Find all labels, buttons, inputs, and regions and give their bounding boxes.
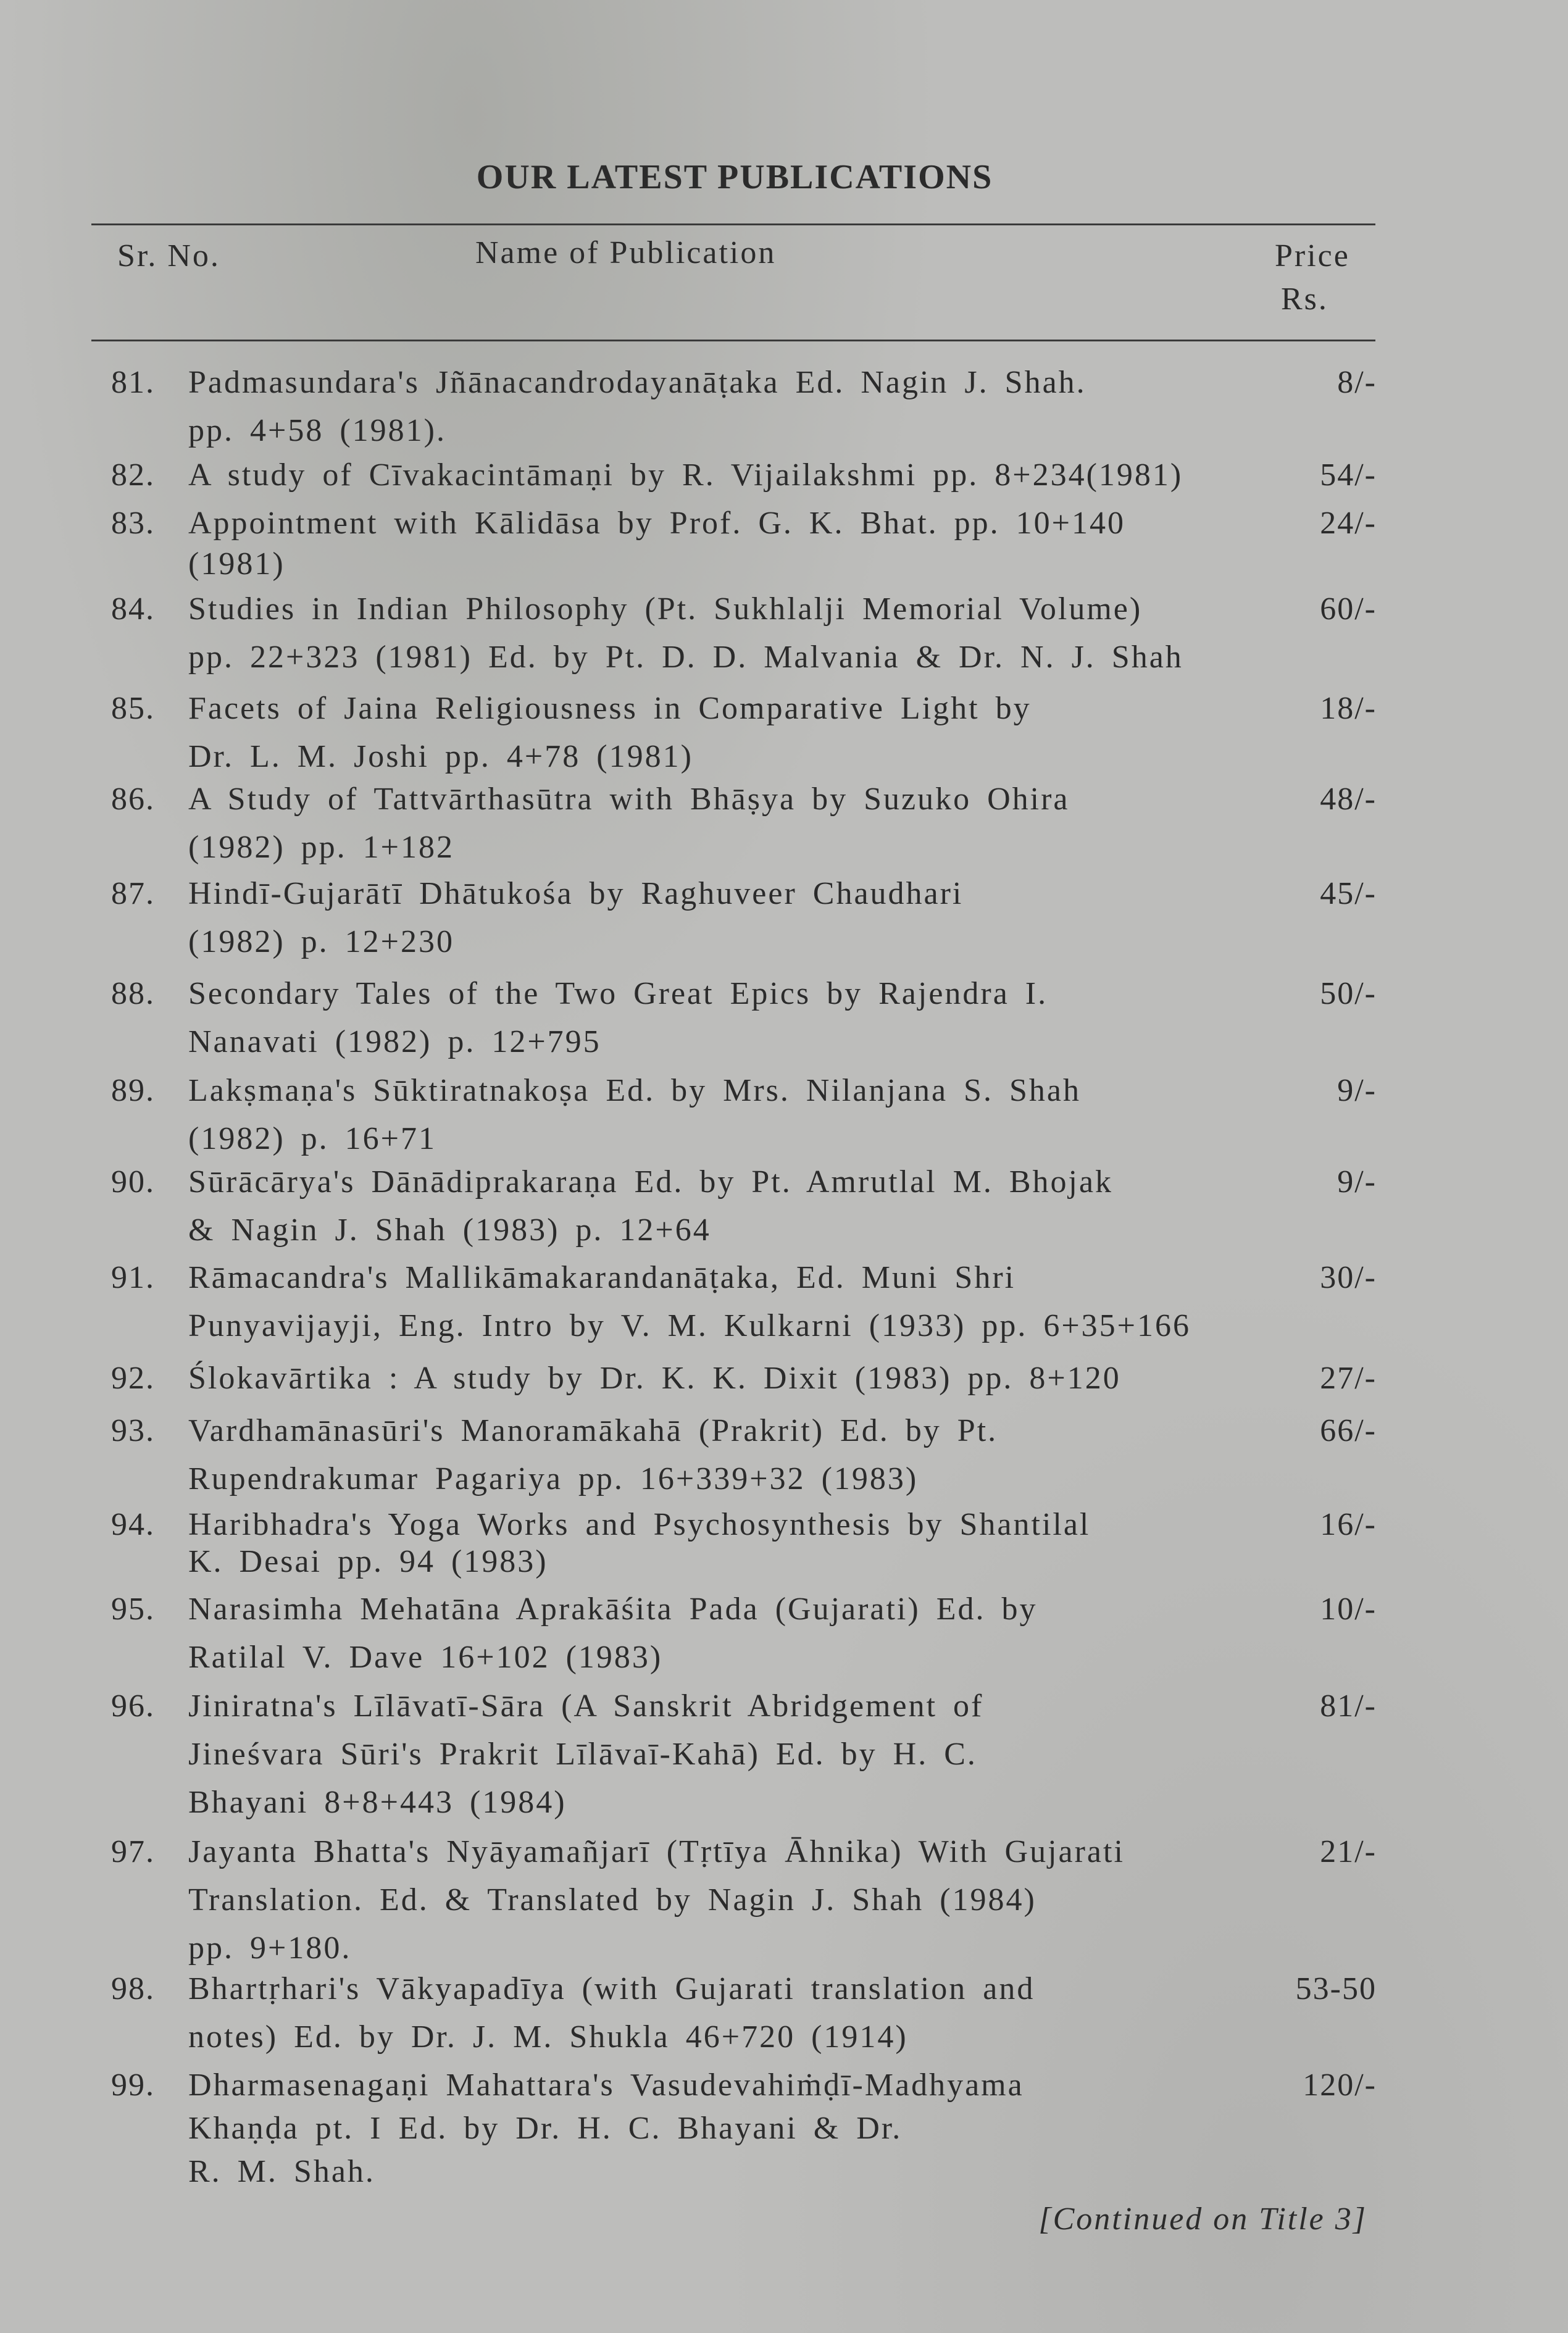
entry-number: 89. <box>111 1073 155 1108</box>
entry-text-line: notes) Ed. by Dr. J. M. Shukla 46+720 (1914) <box>188 2019 908 2055</box>
entry-price: 8/- <box>1337 365 1377 400</box>
header-top-rule <box>91 223 1375 225</box>
header-rs: Rs. <box>1281 282 1328 317</box>
entry-number: 96. <box>111 1688 155 1724</box>
entry-text-line: Rāmacandra's Mallikāmakarandanāṭaka, Ed. Muni Shri <box>188 1260 1016 1295</box>
entry-price: 48/- <box>1320 782 1377 817</box>
entry-price: 54/- <box>1320 457 1377 493</box>
entry-price: 21/- <box>1320 1834 1377 1869</box>
entry-price: 18/- <box>1320 691 1377 726</box>
entry-number: 93. <box>111 1413 155 1448</box>
header-name: Name of Publication <box>475 235 777 270</box>
entry-text-line: Sūrācārya's Dānādiprakaraṇa Ed. by Pt. Amrutlal M. Bhojak <box>188 1164 1114 1200</box>
entry-number: 83. <box>111 506 155 541</box>
entry-text-line: Facets of Jaina Religiousness in Comparative Light by <box>188 691 1032 726</box>
entry-text-line: Punyavijayji, Eng. Intro by V. M. Kulkarni (1933) pp. 6+35+166 <box>188 1308 1191 1343</box>
entry-price: 9/- <box>1337 1164 1377 1200</box>
entry-text-line: Bhayani 8+8+443 (1984) <box>188 1785 567 1820</box>
entry-number: 87. <box>111 876 155 911</box>
entry-number: 84. <box>111 591 155 627</box>
entry-price: 81/- <box>1320 1688 1377 1724</box>
entry-text-line: Dharmasenagaṇi Mahattara's Vasudevahiṁḍī-Madhyama <box>188 2068 1024 2103</box>
entry-price: 16/- <box>1320 1507 1377 1542</box>
entry-number: 98. <box>111 1971 155 2006</box>
entry-text-line: A study of Cīvakacintāmaṇi by R. Vijailakshmi pp. 8+234(1981) <box>188 457 1183 493</box>
continued-note: [Continued on Title 3] <box>1038 2202 1367 2237</box>
entry-number: 82. <box>111 457 155 493</box>
entry-text-line: Ślokavārtika : A study by Dr. K. K. Dixit (1983) pp. 8+120 <box>188 1361 1121 1396</box>
entry-text-line: Vardhamānasūri's Manoramākahā (Prakrit) Ed. by Pt. <box>188 1413 998 1448</box>
entry-number: 91. <box>111 1260 155 1295</box>
entry-text-line: Narasimha Mehatāna Aprakāśita Pada (Gujarati) Ed. by <box>188 1592 1038 1627</box>
entry-text-line: pp. 22+323 (1981) Ed. by Pt. D. D. Malvania & Dr. N. J. Shah <box>188 640 1183 675</box>
entry-text-line: pp. 4+58 (1981). <box>188 413 446 448</box>
entry-text-line: Secondary Tales of the Two Great Epics by Rajendra I. <box>188 976 1048 1011</box>
entry-price: 50/- <box>1320 976 1377 1011</box>
entry-text-line: Jiniratna's Līlāvatī-Sāra (A Sanskrit Abridgement of <box>188 1688 984 1724</box>
entry-text-line: & Nagin J. Shah (1983) p. 12+64 <box>188 1212 711 1248</box>
entry-text-line: Hindī-Gujarātī Dhātukośa by Raghuveer Chaudhari <box>188 876 964 911</box>
entry-price: 10/- <box>1320 1592 1377 1627</box>
entry-number: 86. <box>111 782 155 817</box>
entry-text-line: Bhartṛhari's Vākyapadīya (with Gujarati translation and <box>188 1971 1035 2006</box>
entry-number: 97. <box>111 1834 155 1869</box>
entry-text-line: Jayanta Bhatta's Nyāyamañjarī (Tṛtīya Āhnika) With Gujarati <box>188 1834 1125 1869</box>
entry-text-line: Jineśvara Sūri's Prakrit Līlāvaī-Kahā) Ed. by H. C. <box>188 1737 977 1772</box>
entry-text-line: (1981) <box>188 546 285 582</box>
entry-text-line: (1982) p. 16+71 <box>188 1121 436 1156</box>
entry-number: 95. <box>111 1592 155 1627</box>
header-bottom-rule <box>91 340 1375 341</box>
entry-price: 120/- <box>1303 2068 1377 2103</box>
entry-number: 94. <box>111 1507 155 1542</box>
entry-price: 24/- <box>1320 506 1377 541</box>
entry-text-line: Appointment with Kālidāsa by Prof. G. K. Bhat. pp. 10+140 <box>188 506 1125 541</box>
entry-text-line: (1982) p. 12+230 <box>188 924 454 959</box>
entry-price: 60/- <box>1320 591 1377 627</box>
entry-text-line: Dr. L. M. Joshi pp. 4+78 (1981) <box>188 739 693 774</box>
entry-number: 88. <box>111 976 155 1011</box>
header-sr-no: Sr. No. <box>117 238 220 273</box>
entry-price: 9/- <box>1337 1073 1377 1108</box>
entry-text-line: Padmasundara's Jñānacandrodayanāṭaka Ed. Nagin J. Shah. <box>188 365 1086 400</box>
entry-text-line: Rupendrakumar Pagariya pp. 16+339+32 (1983) <box>188 1461 919 1496</box>
entry-text-line: Haribhadra's Yoga Works and Psychosynthesis by Shantilal <box>188 1507 1091 1542</box>
entry-text-line: K. Desai pp. 94 (1983) <box>188 1544 548 1579</box>
entry-number: 90. <box>111 1164 155 1200</box>
entry-text-line: (1982) pp. 1+182 <box>188 830 454 865</box>
entry-text-line: R. M. Shah. <box>188 2154 375 2189</box>
page-title: OUR LATEST PUBLICATIONS <box>476 158 993 196</box>
entry-number: 81. <box>111 365 155 400</box>
entry-text-line: Studies in Indian Philosophy (Pt. Sukhlalji Memorial Volume) <box>188 591 1143 627</box>
entry-number: 92. <box>111 1361 155 1396</box>
entry-text-line: Ratilal V. Dave 16+102 (1983) <box>188 1640 663 1675</box>
entry-text-line: A Study of Tattvārthasūtra with Bhāṣya by Suzuko Ohira <box>188 782 1070 817</box>
entry-text-line: Nanavati (1982) p. 12+795 <box>188 1024 601 1059</box>
entry-price: 66/- <box>1320 1413 1377 1448</box>
entry-text-line: pp. 9+180. <box>188 1930 352 1966</box>
entry-number: 85. <box>111 691 155 726</box>
entry-price: 45/- <box>1320 876 1377 911</box>
entry-text-line: Translation. Ed. & Translated by Nagin J. Shah (1984) <box>188 1882 1036 1918</box>
entry-text-line: Lakṣmaṇa's Sūktiratnakoṣa Ed. by Mrs. Nilanjana S. Shah <box>188 1073 1081 1108</box>
header-price: Price <box>1275 238 1350 273</box>
entry-number: 99. <box>111 2068 155 2103</box>
entry-price: 30/- <box>1320 1260 1377 1295</box>
entry-price: 27/- <box>1320 1361 1377 1396</box>
entry-text-line: Khaṇḍa pt. I Ed. by Dr. H. C. Bhayani & Dr. <box>188 2111 903 2146</box>
entry-price: 53-50 <box>1295 1971 1377 2006</box>
